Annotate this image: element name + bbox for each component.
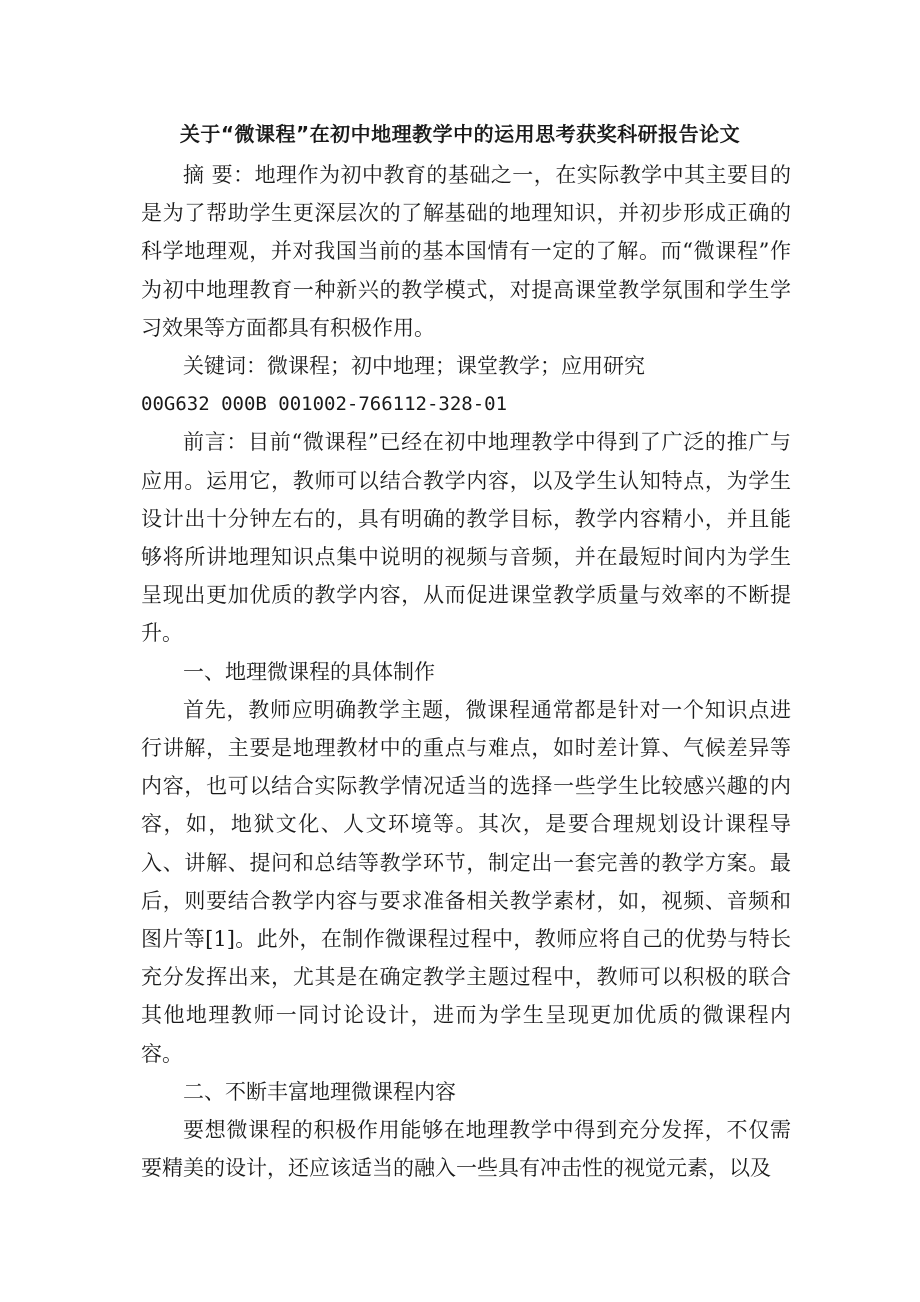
- section-heading-2: 二、不断丰富地理微课程内容: [183, 1079, 456, 1104]
- document-body: [141, 156, 791, 1187]
- keywords-paragraph: 关键词：微课程；初中地理；课堂教学；应用研究: [183, 354, 645, 379]
- abstract-paragraph: 摘 要：地理作为初中教育的基础之一，在实际教学中其主要目的是为了帮助学生更深层次的了解基础的地理知识，并初步形成正确的科学地理观，并对我国当前的基本国情有一定的了解。而“微课程”作为初中地理教育一种新兴的教学模式，对提高课堂教学氛围和学生学习效果等方面都具有积极作用。: [141, 163, 791, 340]
- section-2-paragraph: 要想微课程的积极作用能够在地理教学中得到充分发挥，不仅需要精美的设计，还应该适当的融入一些具有冲击性的视觉元素，以及: [141, 1118, 791, 1181]
- section-1-paragraph: 首先，教师应明确教学主题，微课程通常都是针对一个知识点进行讲解，主要是地理教材中的重点与难点，如时差计算、气候差异等内容，也可以结合实际教学情况适当的选择一些学生比较感兴趣的内容，如，地狱文化、人文环境等。其次，是要合理规划设计课程导入、讲解、提问和总结等教学环节，制定出一套完善的教学方案。最后，则要结合教学内容与要求准备相关教学素材，如，视频、音频和图片等[1]。此外，在制作微课程过程中，教师应将自己的优势与特长充分发挥出来，尤其是在确定教学主题过程中，教师可以积极的联合其他地理教师一同讨论设计，进而为学生呈现更加优质的微课程内容。: [141, 697, 791, 1066]
- preface-paragraph: 前言：目前“微课程”已经在初中地理教学中得到了广泛的推广与应用。运用它，教师可以结合教学内容，以及学生认知特点，为学生设计出十分钟左右的，具有明确的教学目标，教学内容精小，并且能够将所讲地理知识点集中说明的视频与音频，并在最短时间内为学生呈现出更加优质的教学内容，从而促进课堂教学质量与效率的不断提升。: [141, 430, 791, 646]
- classification-code: 00G632 000B 001002-766112-328-01: [141, 393, 508, 416]
- document-title: 关于“微课程”在初中地理教学中的运用思考获奖科研报告论文: [179, 122, 741, 146]
- section-heading-1: 一、地理微课程的具体制作: [183, 659, 435, 684]
